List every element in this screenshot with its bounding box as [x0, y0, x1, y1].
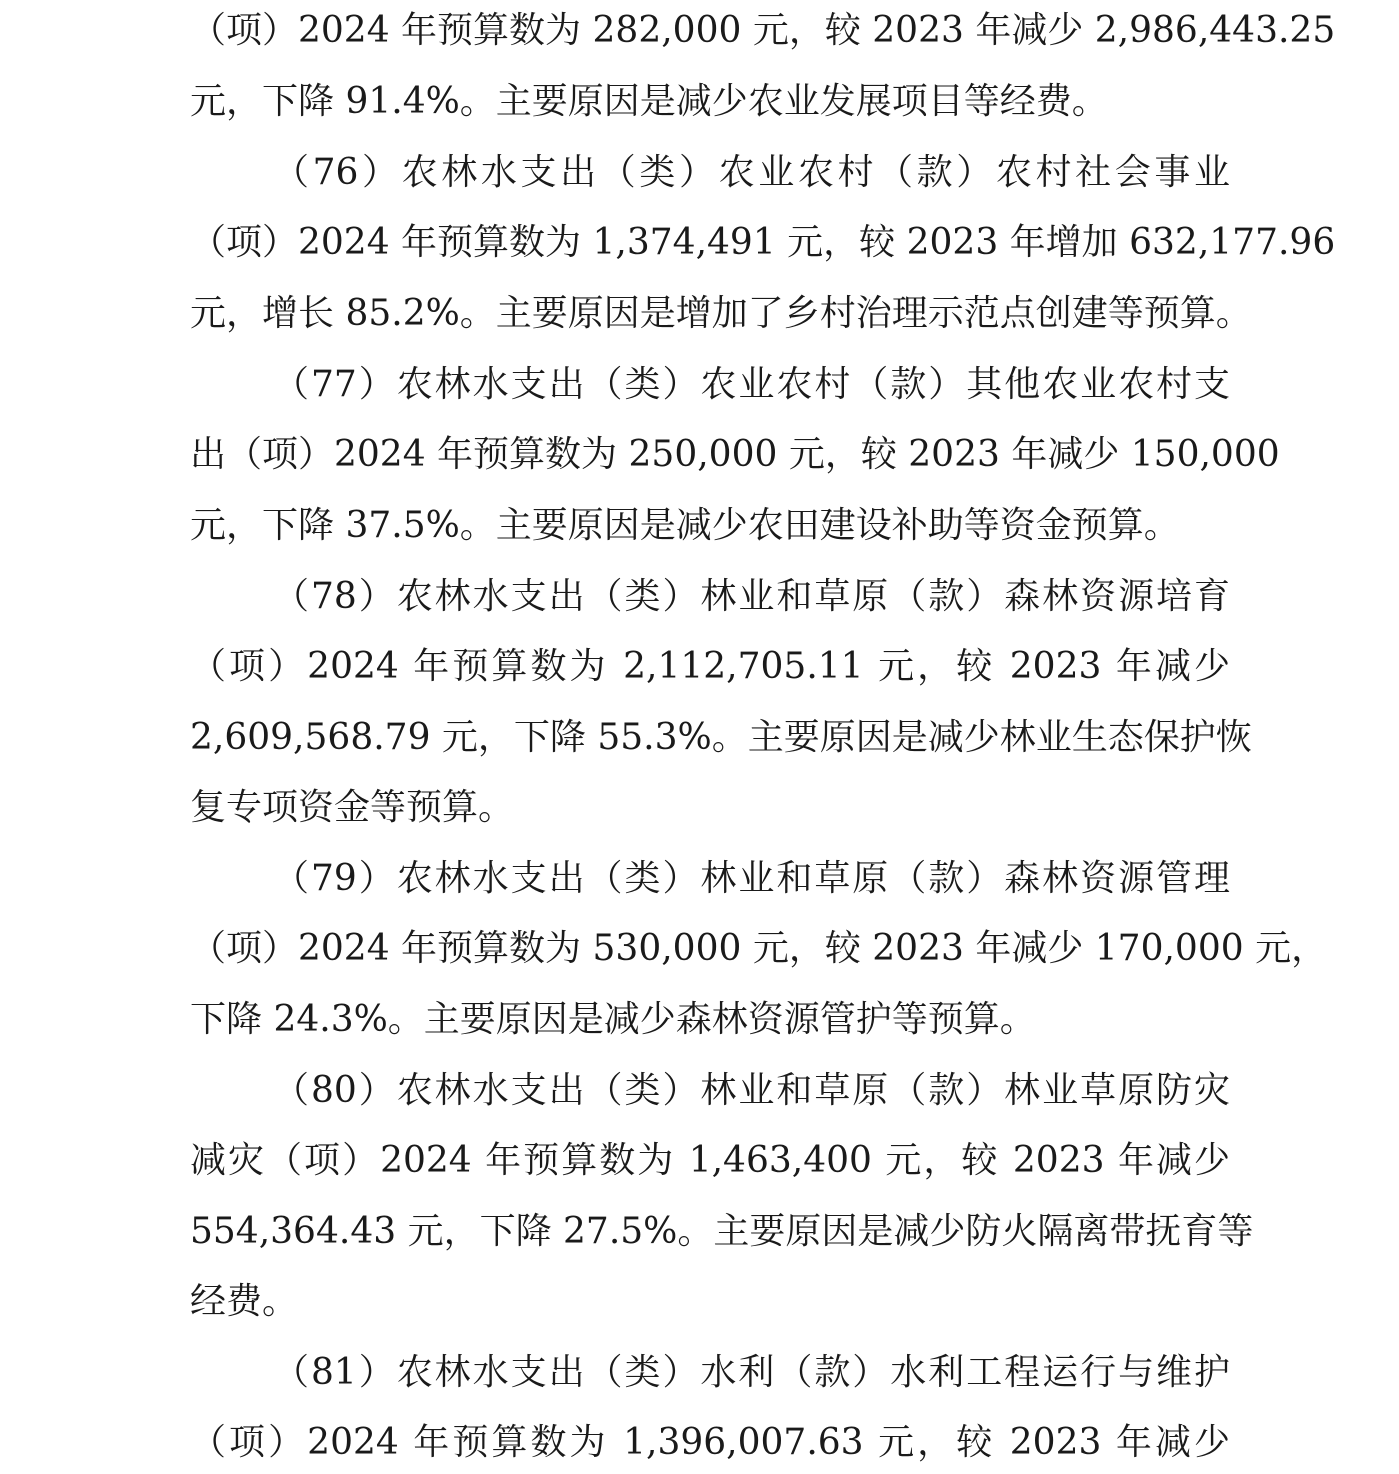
text-line: （项）2024 年预算数为 1,374,491 元，较 2023 年增加 632,177.96 — [190, 222, 1336, 263]
text-line: 元，增长 85.2%。主要原因是增加了乡村治理示范点创建等预算。 — [190, 293, 1252, 334]
paragraph-start-line: （78）农林水支出（类）林业和草原（款）森林资源培育 — [273, 576, 1230, 617]
paragraph-start-line: （76）农林水支出（类）农业农村（款）农村社会事业 — [273, 152, 1230, 193]
text-line: 554,364.43 元，下降 27.5%。主要原因是减少防火隔离带抚育等 — [190, 1211, 1254, 1252]
text-line: 经费。 — [190, 1281, 299, 1322]
text-line: （项）2024 年预算数为 1,396,007.63 元，较 2023 年减少 — [190, 1422, 1230, 1463]
text-line: （项）2024 年预算数为 282,000 元，较 2023 年减少 2,986,443.25 — [190, 10, 1336, 51]
text-line: 出（项）2024 年预算数为 250,000 元，较 2023 年减少 150,000 — [190, 434, 1280, 475]
paragraph-start-line: （80）农林水支出（类）林业和草原（款）林业草原防灾 — [273, 1070, 1230, 1111]
paragraph-start-line: （77）农林水支出（类）农业农村（款）其他农业农村支 — [273, 364, 1230, 405]
text-line: 元，下降 37.5%。主要原因是减少农田建设补助等资金预算。 — [190, 505, 1180, 546]
text-line: 元，下降 91.4%。主要原因是减少农业发展项目等经费。 — [190, 81, 1108, 122]
paragraph-start-line: （79）农林水支出（类）林业和草原（款）森林资源管理 — [273, 858, 1230, 899]
paragraph-start-line: （81）农林水支出（类）水利（款）水利工程运行与维护 — [273, 1352, 1230, 1393]
text-line: （项）2024 年预算数为 2,112,705.11 元，较 2023 年减少 — [190, 646, 1230, 687]
text-line: 复专项资金等预算。 — [190, 787, 515, 828]
text-line: 下降 24.3%。主要原因是减少森林资源管护等预算。 — [190, 999, 1036, 1040]
text-line: （项）2024 年预算数为 530,000 元，较 2023 年减少 170,000 元， — [190, 928, 1328, 969]
text-line: 减灾（项）2024 年预算数为 1,463,400 元，较 2023 年减少 — [190, 1140, 1230, 1181]
text-line: 2,609,568.79 元，下降 55.3%。主要原因是减少林业生态保护恢 — [190, 717, 1252, 758]
